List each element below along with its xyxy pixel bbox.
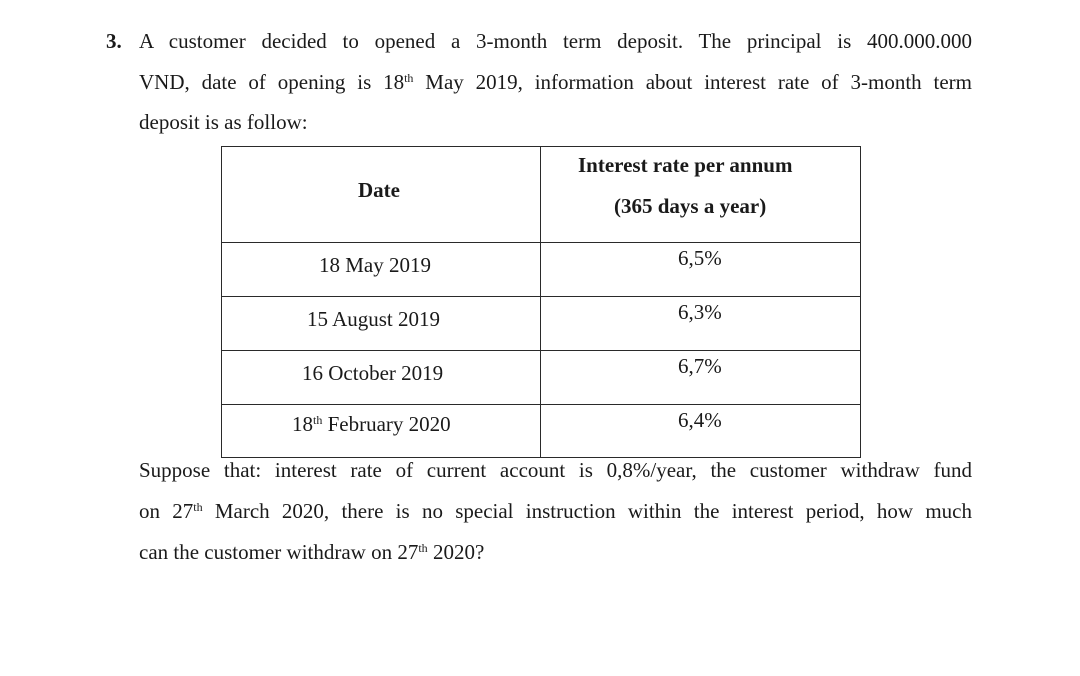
date-value: 18 May 2019 (319, 253, 431, 277)
followup-text-part: 2020? (427, 540, 485, 564)
table-row (222, 243, 861, 297)
header-cell-rate (541, 147, 861, 243)
ordinal-suffix: th (418, 541, 428, 555)
rate-cell (541, 297, 861, 351)
followup-text-part: can the customer withdraw on 27 (139, 540, 419, 564)
date-value (292, 412, 451, 436)
date-value: 16 October 2019 (302, 361, 444, 385)
ordinal-suffix: th (193, 500, 203, 514)
interest-rate-table (221, 146, 861, 458)
date-value: 15 August 2019 (307, 307, 441, 331)
date-cell (222, 351, 541, 405)
header-rate-sublabel: (365 days a year) (614, 194, 767, 218)
header-date-label: Date (358, 178, 400, 202)
rate-cell (541, 351, 861, 405)
table-row (222, 405, 861, 458)
header-cell-date (222, 147, 541, 243)
date-part: 18 (292, 412, 313, 436)
rate-value: 6,3% (678, 300, 722, 324)
followup-line-2 (139, 499, 972, 523)
rate-cell (541, 405, 861, 458)
date-part: February 2020 (322, 412, 451, 436)
rate-value: 6,7% (678, 354, 722, 378)
followup-text-part: on 27 (139, 499, 194, 523)
table-header-row (222, 147, 861, 243)
ordinal-suffix: th (313, 413, 323, 427)
intro-text-part: VND, date of opening is 18 (139, 70, 405, 94)
ordinal-suffix: th (404, 71, 414, 85)
followup-text-part: March 2020, there is no special instruction within the interest period, how much (202, 499, 973, 523)
intro-text-part: May 2019, information about interest rate of 3-month term (413, 70, 972, 94)
followup-line-3 (139, 540, 484, 564)
rate-value: 6,4% (678, 408, 722, 432)
date-cell (222, 297, 541, 351)
date-cell (222, 243, 541, 297)
followup-line-1: Suppose that: interest rate of current account is 0,8%/year, the customer withdraw fund (139, 458, 972, 482)
rate-value: 6,5% (678, 246, 722, 270)
table-row (222, 351, 861, 405)
table-row (222, 297, 861, 351)
date-cell (222, 405, 541, 458)
rate-cell (541, 243, 861, 297)
question-intro-line-3: deposit is as follow: (139, 110, 308, 134)
header-rate-label: Interest rate per annum (578, 153, 793, 177)
question-number: 3. (106, 29, 122, 53)
question-intro-line-1: A customer decided to opened a 3-month term deposit. The principal is 400.000.000 (139, 29, 972, 53)
question-intro-line-2 (139, 70, 972, 94)
